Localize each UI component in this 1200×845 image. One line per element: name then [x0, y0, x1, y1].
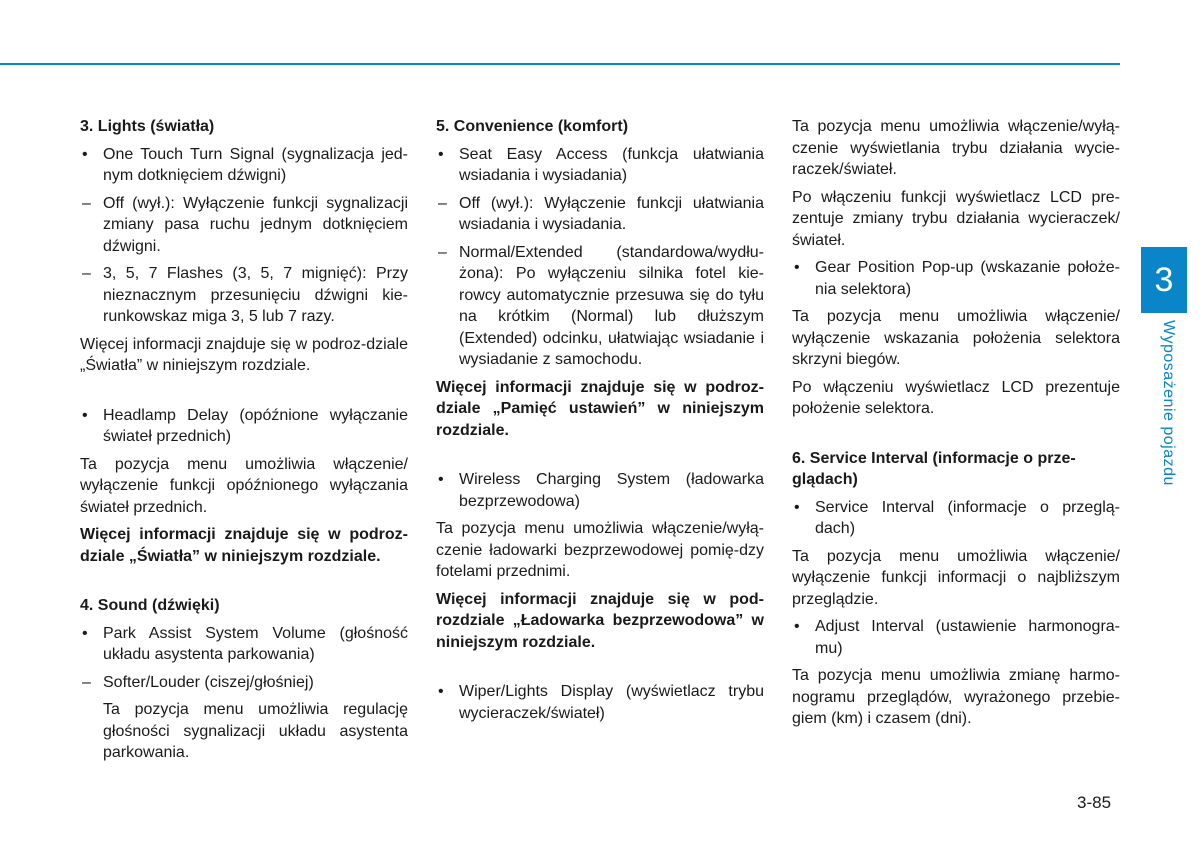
item-text: Wiper/Lights Display (wyświetlacz trybu wycieraczek/świateł): [459, 683, 764, 722]
bullet-marker: •: [438, 471, 444, 488]
item-text: One Touch Turn Signal (sygnalizacja jed-nym dotknięciem dźwigni): [103, 145, 408, 184]
list-item: [80, 623, 408, 666]
item-text: Softer/Louder (ciszej/głośniej): [103, 673, 314, 691]
paragraph: Ta pozycja menu umożliwia włączenie/ wyłączenie funkcji informacji o najbliższym przeglądzie.: [792, 547, 1120, 608]
paragraph: Ta pozycja menu umożliwia regulację głośności sygnalizacji układu asystenta parkowania.: [103, 701, 408, 761]
item-text: Normal/Extended (standardowa/wydłu-żona): Po wyłączeniu silnika fotel kie-rowcy automatycznie przesuwa się do tyłu na krótkim (Normal) lub dłuższym (Extended) odcinku, ułatwiając wsiadanie i wysiadanie z samochodu.: [459, 243, 764, 368]
header-rule: [0, 63, 1120, 65]
list-item: [436, 469, 764, 512]
paragraph: Ta pozycja menu umożliwia włączenie/ wyłączenie funkcji opóźnionego wyłączania świateł przednich.: [80, 455, 408, 516]
item-text: 3, 5, 7 Flashes (3, 5, 7 mignięć): Przy nieznacznym przesunięciu dźwigni kie-runkowskaz miga 3, 5 lub 7 razy.: [103, 265, 408, 325]
note-paragraph: Więcej informacji znajduje się w podroz-dziale „Światła” w niniejszym rozdziale.: [80, 526, 408, 565]
column-2: [436, 116, 764, 730]
bullet-marker: •: [82, 624, 88, 642]
section-6-heading: 6. Service Interval (informacje o prze-glądach): [792, 449, 1076, 488]
page-number: 3-85: [1077, 793, 1112, 812]
chapter-title: Wyposażenie pojazdu: [1160, 320, 1177, 486]
paragraph: Ta pozycja menu umożliwia włączenie/wyłą-czenie wyświetlania trybu działania wycie-raczek/świateł.: [792, 118, 1120, 178]
bullet-marker: •: [438, 683, 444, 700]
dash-marker: –: [82, 673, 91, 691]
item-text: Wireless Charging System (ładowarka bezprzewodowa): [459, 471, 764, 510]
list-item: [792, 497, 1120, 540]
item-text: Off (wył.): Wyłączenie funkcji sygnalizacji zmiany pasa ruchu jednym dotknięciem dźwigni.: [103, 194, 408, 255]
paragraph: Więcej informacji znajduje się w podroz-dziale „Światła” w niniejszym rozdziale.: [80, 335, 408, 374]
list-item: [80, 144, 408, 187]
section-4-heading: 4. Sound (dźwięki): [80, 597, 220, 614]
dash-marker: –: [82, 265, 91, 282]
bullet-marker: •: [794, 618, 800, 635]
dash-marker: –: [82, 194, 91, 212]
list-item: [792, 257, 1120, 300]
chapter-tab: 3: [1141, 247, 1187, 313]
bullet-marker: •: [794, 259, 800, 276]
list-item: [436, 193, 764, 236]
item-text: Gear Position Pop-up (wskazanie położe-nia selektora): [815, 259, 1120, 298]
paragraph: Ta pozycja menu umożliwia zmianę harmo-nogramu przeglądów, wyrażonego przebie-giem (km) i czasem (dni).: [792, 667, 1120, 727]
paragraph: Po włączeniu funkcji wyświetlacz LCD pre-zentuje zmiany trybu działania wycieraczek/ świateł.: [792, 188, 1120, 249]
paragraph: Ta pozycja menu umożliwia włączenie/wyłą-czenie ładowarki bezprzewodowej pomię-dzy fotelami przednimi.: [436, 520, 764, 580]
item-text: Headlamp Delay (opóźnione wyłączanie świateł przednich): [103, 406, 408, 445]
list-item: [80, 405, 408, 448]
item-text: Seat Easy Access (funkcja ułatwiania wsiadania i wysiadania): [459, 145, 764, 184]
note-paragraph: Więcej informacji znajduje się w podroz-dziale „Pamięć ustawień” w niniejszym rozdziale.: [436, 378, 764, 439]
list-item: [436, 144, 764, 187]
column-3: [792, 116, 1120, 736]
item-text: Off (wył.): Wyłączenie funkcji ułatwiania wsiadania i wysiadania.: [459, 194, 764, 233]
list-item: [436, 242, 764, 371]
bullet-marker: •: [438, 145, 444, 163]
bullet-marker: •: [82, 406, 88, 424]
item-text: Service Interval (informacje o przeglą-dach): [815, 498, 1120, 537]
list-item: [792, 616, 1120, 659]
paragraph: Ta pozycja menu umożliwia włączenie/ wyłączenie wskazania położenia selektora skrzyni biegów.: [792, 308, 1120, 368]
paragraph: Po włączeniu wyświetlacz LCD prezentuje położenie selektora.: [792, 378, 1120, 417]
list-item: [80, 672, 408, 694]
dash-marker: –: [438, 243, 447, 261]
column-1: [80, 116, 408, 770]
note-paragraph: Więcej informacji znajduje się w pod-rozdziale „Ładowarka bezprzewodowa” w niniejszym rozdziale.: [436, 590, 764, 651]
section-3-heading: 3. Lights (światła): [80, 118, 215, 135]
bullet-marker: •: [82, 145, 88, 163]
list-item: [436, 681, 764, 724]
section-5-heading: 5. Convenience (komfort): [436, 118, 629, 135]
list-item: [80, 193, 408, 258]
bullet-marker: •: [794, 498, 800, 516]
dash-marker: –: [438, 194, 447, 212]
item-text: Adjust Interval (ustawienie harmonogra-mu): [815, 618, 1120, 657]
list-item: [80, 263, 408, 328]
item-text: Park Assist System Volume (głośność układu asystenta parkowania): [103, 624, 408, 663]
